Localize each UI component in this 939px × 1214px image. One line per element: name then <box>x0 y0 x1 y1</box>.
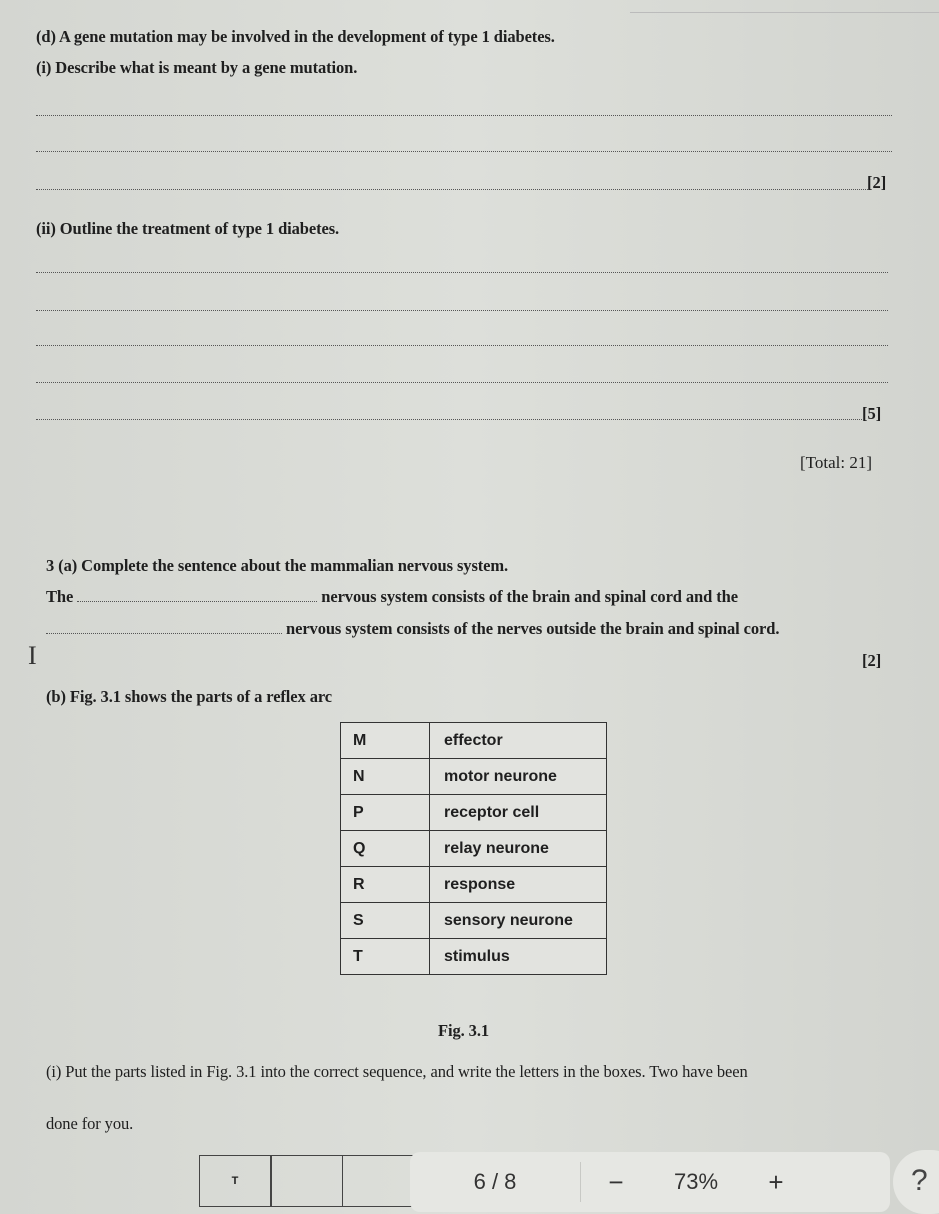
table-row <box>341 939 607 975</box>
part-name: effector <box>430 723 607 759</box>
blank-central[interactable] <box>77 601 317 602</box>
part-letter: Q <box>341 831 430 867</box>
marks-label: [2] <box>862 651 882 670</box>
table-row <box>341 759 607 795</box>
part-name: stimulus <box>430 939 607 975</box>
sequence-box[interactable] <box>342 1155 415 1207</box>
answer-line[interactable] <box>36 115 892 116</box>
table-row <box>341 903 607 939</box>
blank-peripheral[interactable] <box>46 633 282 634</box>
question-d-i: (i) Describe what is meant by a gene mutation. <box>36 58 358 77</box>
help-button[interactable]: ? <box>893 1150 939 1214</box>
question-3b-i: (i) Put the parts listed in Fig. 3.1 into the correct sequence, and write the letters in the boxes. Two have been <box>46 1062 748 1081</box>
question-3b-i-cont: done for you. <box>46 1114 134 1133</box>
part-letter: R <box>341 867 430 903</box>
total-marks: [Total: 21] <box>800 453 872 472</box>
sentence-end: nervous system consists of the nerves outside the brain and spinal cord. <box>286 619 780 638</box>
part-name: receptor cell <box>430 795 607 831</box>
marks-label: [5] <box>862 404 882 423</box>
part-letter: T <box>341 939 430 975</box>
zoom-level: 73% <box>673 1169 719 1194</box>
part-letter: M <box>341 723 430 759</box>
answer-line[interactable] <box>36 382 888 383</box>
sentence-start: The <box>46 587 74 606</box>
table-row <box>341 867 607 903</box>
sequence-box[interactable] <box>270 1155 343 1207</box>
question-3b-heading: (b) Fig. 3.1 shows the parts of a reflex arc <box>46 687 332 706</box>
zoom-in-button[interactable]: + <box>768 1166 784 1197</box>
answer-line[interactable] <box>36 345 888 346</box>
page-indicator[interactable]: 6 / 8 <box>473 1169 517 1194</box>
pdf-toolbar <box>410 1152 890 1212</box>
zoom-out-button[interactable]: − <box>608 1166 624 1197</box>
part-letter: S <box>341 903 430 939</box>
sentence-line-1 <box>46 587 738 607</box>
table-row <box>341 795 607 831</box>
part-name: motor neurone <box>430 759 607 795</box>
page-edge <box>630 12 939 13</box>
part-letter: N <box>341 759 430 795</box>
sequence-box[interactable]: T <box>199 1155 272 1207</box>
marks-label: [2] <box>867 173 887 192</box>
answer-line[interactable] <box>36 419 862 420</box>
sentence-end: nervous system consists of the brain and spinal cord and the <box>321 587 738 606</box>
part-name: sensory neurone <box>430 903 607 939</box>
sentence-line-2 <box>46 619 779 639</box>
question-d-heading: (d) A gene mutation may be involved in the development of type 1 diabetes. <box>36 27 555 46</box>
question-d-ii: (ii) Outline the treatment of type 1 diabetes. <box>36 219 340 238</box>
answer-line[interactable] <box>36 151 892 152</box>
part-letter: P <box>341 795 430 831</box>
answer-line[interactable] <box>36 189 868 190</box>
part-name: relay neurone <box>430 831 607 867</box>
part-name: response <box>430 867 607 903</box>
table-row <box>341 831 607 867</box>
answer-line[interactable] <box>36 272 888 273</box>
question-3a-heading: 3 (a) Complete the sentence about the mammalian nervous system. <box>46 556 509 575</box>
text-cursor-icon: I <box>28 641 37 670</box>
figure-caption: Fig. 3.1 <box>438 1021 489 1040</box>
reflex-arc-table <box>340 722 607 975</box>
table-row <box>341 723 607 759</box>
answer-line[interactable] <box>36 310 888 311</box>
